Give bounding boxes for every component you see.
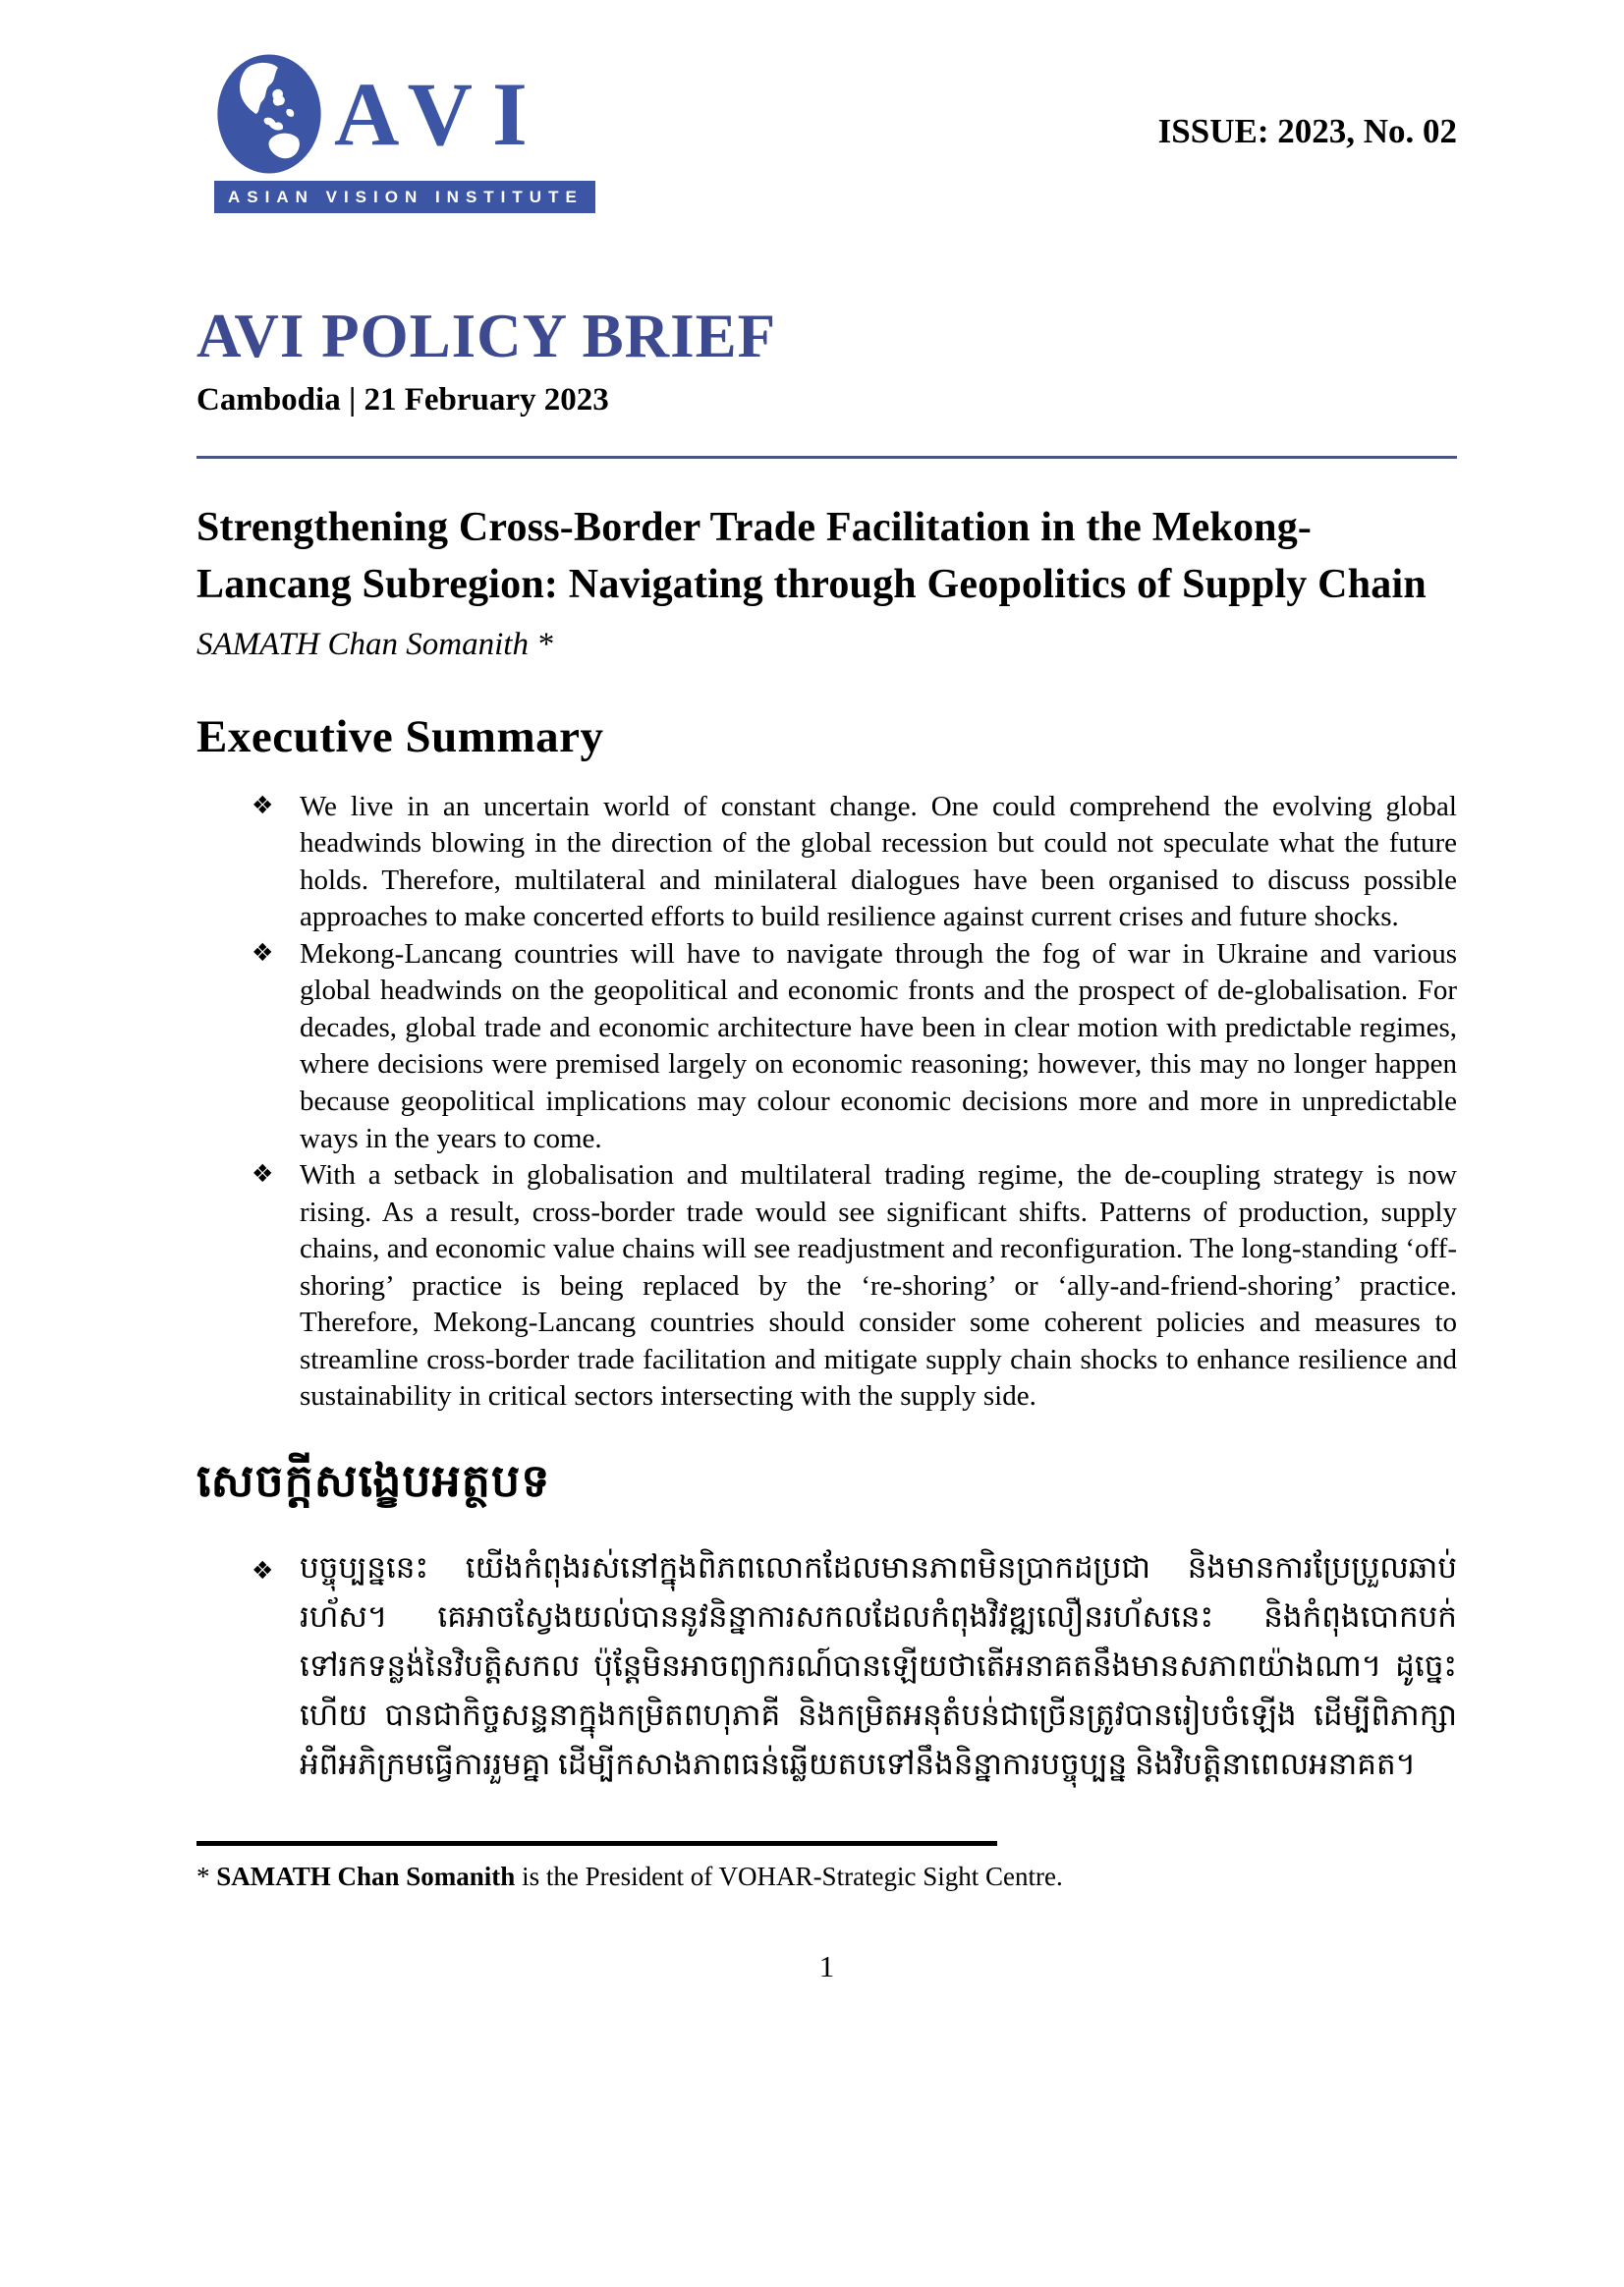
globe-asia-icon xyxy=(214,51,324,177)
diamond-bullet-icon: ❖ xyxy=(252,790,274,819)
dateline: Cambodia | 21 February 2023 xyxy=(196,382,609,418)
avi-logo-acronym: AVI xyxy=(334,64,547,164)
author-line: SAMATH Chan Somanith * xyxy=(196,627,553,663)
footnote-author-name: SAMATH Chan Somanith xyxy=(216,1861,516,1891)
summary-bullet xyxy=(196,789,1457,936)
summary-bullet-text: With a setback in globalisation and multilateral trading regime, the de-coupling strategy is now rising. As a result, cross-border trade would see significant shifts. Patterns of production, supply chains, and economic value chains will see readjustment and reconfiguration. The long-standing ‘off-shoring’ practice is being replaced by the ‘re-shoring’ or ‘ally-and-friend-shoring’ practice. Therefore, Mekong-Lancang countries should consider some coherent policies and measures to streamline cross-border trade facilitation and mitigate supply chain shocks to enhance resilience and sustainability in critical sectors intersecting with the supply side. xyxy=(300,1159,1457,1413)
summary-bullet xyxy=(196,936,1457,1157)
executive-summary-heading: Executive Summary xyxy=(196,710,604,762)
diamond-bullet-icon: ❖ xyxy=(252,1159,274,1189)
khmer-summary-bullets xyxy=(196,1543,1457,1790)
article-title: Strengthening Cross-Border Trade Facilitation in the Mekong-Lancang Subregion: Navigating through Geopolitics of Supply Chain xyxy=(196,505,1427,608)
summary-bullet-text: Mekong-Lancang countries will have to navigate through the fog of war in Ukraine and various global headwinds on the geopolitical and economic fronts and the prospect of de-globalisation. For decades, global trade and economic architecture have been in clear motion with predictable regimes, where decisions were premised largely on economic reasoning; however, this may no longer happen because geopolitical implications may colour economic decisions more and more in unpredictable ways in the years to come. xyxy=(300,937,1457,1154)
summary-bullet-text: We live in an uncertain world of constant change. One could comprehend the evolving global headwinds blowing in the direction of the global recession but could not speculate what the future holds. Therefore, multilateral and minilateral dialogues have been organised to discuss possible approaches to make concerted efforts to build resilience against current crises and future shocks. xyxy=(300,790,1457,933)
executive-summary-bullets xyxy=(196,789,1457,1416)
avi-logo xyxy=(214,51,595,213)
footnote-marker: * xyxy=(196,1861,217,1891)
avi-logo-row xyxy=(214,51,595,177)
khmer-bullet-text: បច្ចុប្បន្ននេះ យើងកំពុងរស់នៅក្នុងពិភពលោកដែលមានភាពមិនប្រាកដប្រជា និងមានការប្រែប្រួលឆាប់រហ័ស។ គេអាចស្វែងយល់បាននូវនិន្នាការសកលដែលកំពុងវិវឌ្ឍលឿនរហ័សនេះ និងកំពុងបោកបក់ទៅរកទន្លង់នៃវិបត្តិសកល ប៉ុន្តែមិនអាចព្យាករណ៍បានឡើយថាតើអនាគតនឹងមានសភាពយ៉ាងណា។ ដូច្នេះហើយ បានជាកិច្ចសន្ទនាក្នុងកម្រិតពហុភាគី និងកម្រិតអនុតំបន់ជាច្រើនត្រូវបានរៀបចំឡើង ដើម្បីពិភាក្សាអំពីអភិក្រមធ្វើការរួមគ្នា ដើម្បីកសាងភាពធន់ឆ្លើយតបទៅនឹងនិន្នាការបច្ចុប្បន្ន និងវិបត្តិនាពេលអនាគត។ xyxy=(300,1549,1457,1782)
page-number: 1 xyxy=(818,1948,835,1983)
masthead-divider xyxy=(196,456,1457,459)
khmer-bullet xyxy=(196,1543,1457,1790)
avi-logo-banner: ASIAN VISION INSTITUTE xyxy=(214,181,595,213)
footnote-separator xyxy=(196,1841,997,1846)
brand-title: AVI POLICY BRIEF xyxy=(196,302,777,370)
footnote xyxy=(196,1860,1457,1894)
diamond-bullet-icon: ❖ xyxy=(252,1555,274,1585)
issue-label: ISSUE: 2023, No. 02 xyxy=(1157,112,1457,150)
diamond-bullet-icon: ❖ xyxy=(252,937,274,967)
footnote-text: is the President of VOHAR-Strategic Sight Centre. xyxy=(515,1861,1063,1891)
page-header xyxy=(196,51,1457,213)
khmer-summary-heading: សេចក្តីសង្ខេបអត្ថបទ xyxy=(196,1455,551,1506)
summary-bullet xyxy=(196,1157,1457,1416)
